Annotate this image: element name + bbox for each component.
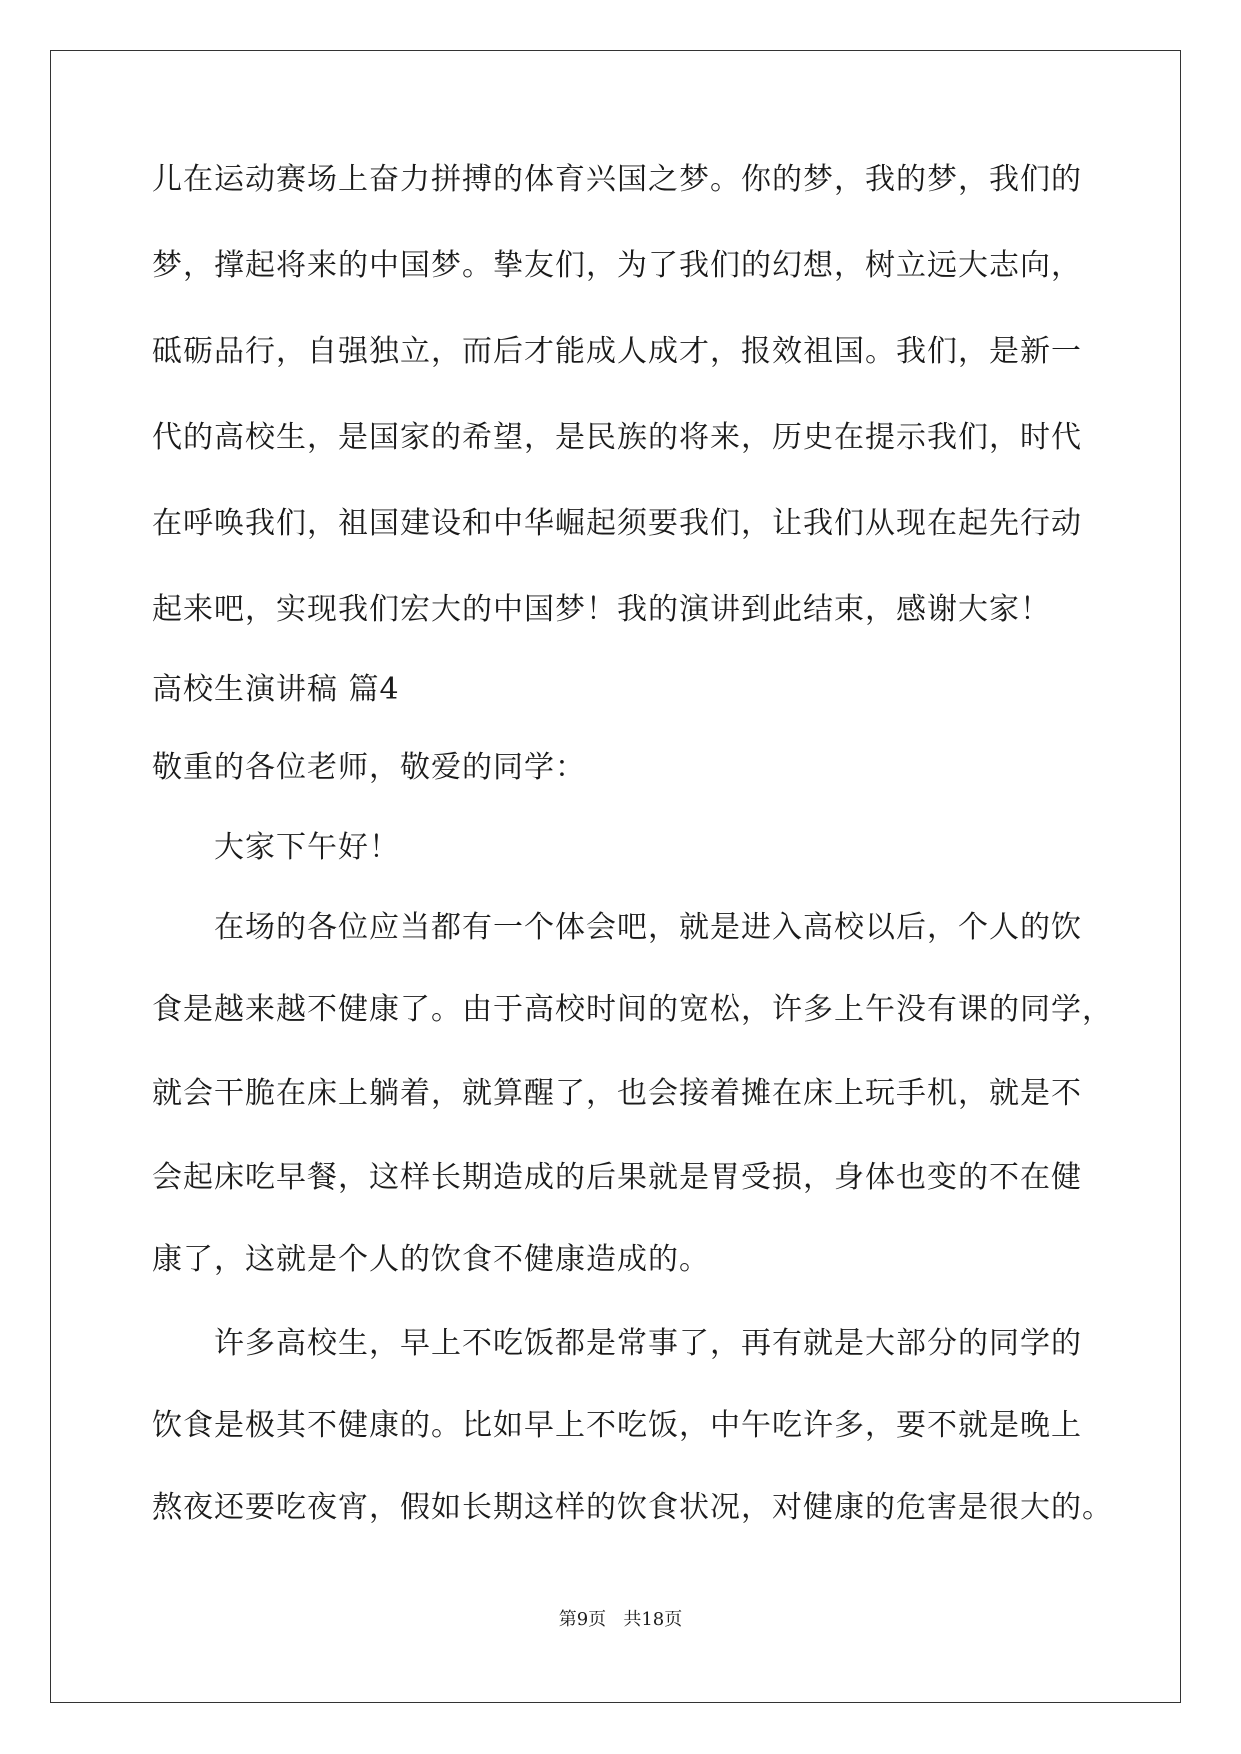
text-line: 许多高校生，早上不吃饭都是常事了，再有就是大部分的同学的 [214,1326,1082,1361]
text-line: 在呼唤我们，祖国建设和中华崛起须要我们，让我们从现在起先行动 [152,506,1082,541]
text-line: 起来吧，实现我们宏大的中国梦！我的演讲到此结束，感谢大家！ [152,592,1051,627]
text-line: 熬夜还要吃夜宵，假如长期这样的饮食状况，对健康的危害是很大的。 [152,1490,1113,1525]
text-line: 代的高校生，是国家的希望，是民族的将来，历史在提示我们，时代 [152,420,1082,455]
salutation: 敬重的各位老师，敬爱的同学： [152,750,586,785]
section-heading: 高校生演讲稿 篇4 [152,672,400,707]
page-border [50,50,1181,1703]
text-line: 在场的各位应当都有一个体会吧，就是进入高校以后，个人的饮 [214,910,1082,945]
greeting: 大家下午好！ [214,830,400,865]
text-line: 康了，这就是个人的饮食不健康造成的。 [152,1242,710,1277]
page-total: 共18页 [623,1609,683,1630]
page-footer [0,1608,1241,1632]
text-line: 会起床吃早餐，这样长期造成的后果就是胃受损，身体也变的不在健 [152,1160,1082,1195]
text-line: 儿在运动赛场上奋力拼搏的体育兴国之梦。你的梦，我的梦，我们的 [152,162,1082,197]
text-line: 梦，撑起将来的中国梦。挚友们，为了我们的幻想，树立远大志向， [152,248,1082,283]
text-line: 就会干脆在床上躺着，就算醒了，也会接着摊在床上玩手机，就是不 [152,1076,1082,1111]
text-line: 饮食是极其不健康的。比如早上不吃饭，中午吃许多，要不就是晚上 [152,1408,1082,1443]
text-line: 食是越来越不健康了。由于高校时间的宽松，许多上午没有课的同学， [152,992,1113,1027]
page-number: 第9页 [558,1609,607,1630]
text-line: 砥砺品行，自强独立，而后才能成人成才，报效祖国。我们，是新一 [152,334,1082,369]
